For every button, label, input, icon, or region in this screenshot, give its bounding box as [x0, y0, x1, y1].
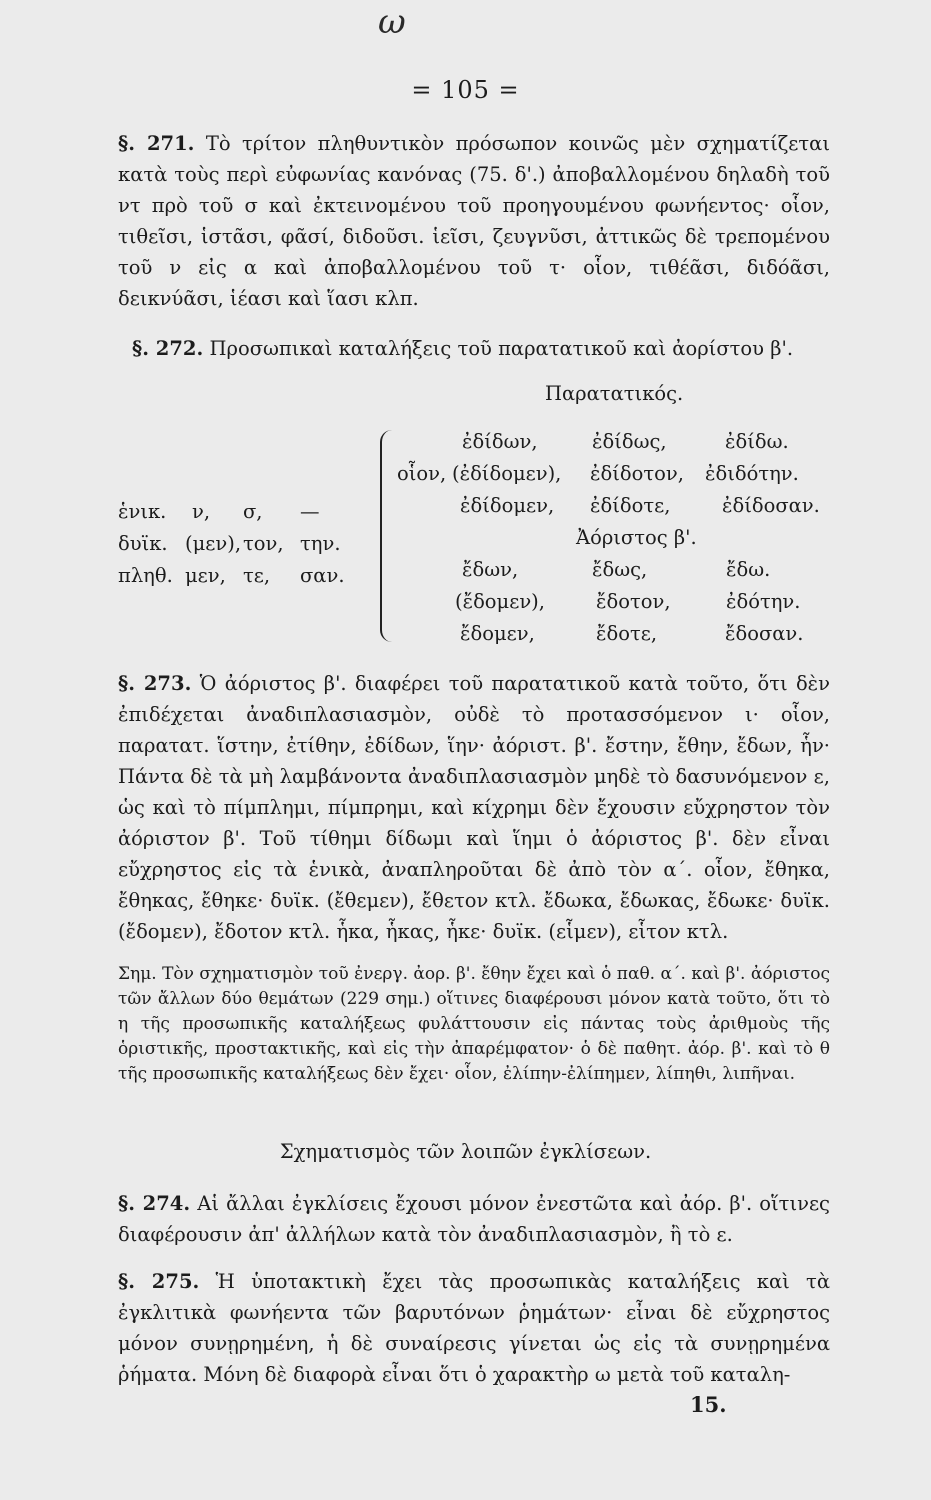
section-number: §. 273. [118, 672, 192, 695]
section-number: §. 272. [132, 337, 204, 360]
oion-label: οἷον, [397, 462, 447, 485]
section-274 [118, 1188, 830, 1250]
paradigm-cell: ἔδοτε, [596, 622, 658, 645]
imperfect-label: Παρατατικός. [545, 382, 684, 405]
endings-num: ἑνικ. [118, 500, 167, 523]
paradigm-cell: ἐδίδων, [462, 430, 538, 453]
section-271 [118, 128, 830, 314]
paradigm-cell: ἔδομεν, [460, 622, 535, 645]
paradigm-cell: ἔδοσαν. [725, 622, 804, 645]
endings-cell: — [300, 500, 320, 523]
paradigm-cell: ἔδων, [462, 558, 519, 581]
page-number: = 105 = [411, 76, 520, 104]
section-273 [118, 668, 830, 947]
paradigm-cell: (ἐδίδομεν), [452, 462, 562, 485]
paradigm-cell: ἐδίδοτε, [590, 494, 671, 517]
endings-cell: τε, [243, 564, 271, 587]
paradigm-cell: ἐδίδοτον, [590, 462, 684, 485]
endings-num: πληθ. [118, 564, 173, 587]
endings-cell: τον, [243, 532, 284, 555]
endings-cell: σ, [243, 500, 263, 523]
section-number: §. 275. [118, 1270, 200, 1293]
paradigm-cell: ἐδίδω. [725, 430, 789, 453]
section-title: Προσωπικαὶ καταλήξεις τοῦ παρατατικοῦ καὶ ἀορίστου β'. [209, 337, 794, 360]
section-heading: Σχηματισμὸς τῶν λοιπῶν ἐγκλίσεων. [279, 1140, 652, 1163]
section-text: Ἡ ὑποτακτικὴ ἔχει τὰς προσωπικὰς καταλήξεις καὶ τὰ ἐγκλιτικὰ φωνήεντα τῶν βαρυτόνων ῥημάτων· εἶναι δὲ εὔχρηστος μόνον συνῃρημένη, ἡ δὲ συναίρεσις γίνεται ὡς εἰς τὰ συνῃρημένα ῥήματα. Μόνη δὲ διαφορὰ εἶναι ὅτι ὁ χαρακτὴρ ω μετὰ τοῦ καταλη- [118, 1270, 830, 1386]
endings-cell: μεν, [185, 564, 226, 587]
handwritten-mark: ω [378, 2, 406, 42]
section-275 [118, 1266, 830, 1390]
paradigm-cell: (ἔδομεν), [455, 590, 545, 613]
signature-mark: 15. [690, 1392, 727, 1417]
section-text: Τὸ τρίτον πληθυντικὸν πρόσωπον κοινῶς μὲν σχηματίζεται κατὰ τοὺς περὶ εὐφωνίας κανόνας (75. δ'.) ἀποβαλλομένου δηλαδὴ τοῦ ντ πρὸ τοῦ σ καὶ ἐκτεινομένου τοῦ προηγουμένου φωνήεντος· οἷον, τιθεῖσι, ἱστᾶσι, φᾶσί, διδοῦσι. ἱεῖσι, ζευγνῦσι, ἀττικῶς δὲ τρεπομένου τοῦ ν εἰς α καὶ ἀποβαλλομένου τοῦ τ· οἷον, τιθέᾶσι, διδόᾶσι, δεικνύᾶσι, ἱέασι καὶ ἵασι κλπ. [118, 132, 830, 310]
endings-cell: την. [300, 532, 341, 555]
brace-divider [380, 430, 394, 642]
endings-cell: ν, [192, 500, 211, 523]
endings-num: δυϊκ. [118, 532, 168, 555]
paradigm-cell: ἐδιδότην. [705, 462, 799, 485]
section-text: Ὁ ἀόριστος β'. διαφέρει τοῦ παρατατικοῦ κατὰ τοῦτο, ὅτι δὲν ἐπιδέχεται ἀναδιπλασιασμὸν, οὐδὲ τὸ προτασσόμενον ι· οἷον, παρατατ. ἵστην, ἐτίθην, ἐδίδων, ἵην· ἀόριστ. β'. ἔστην, ἔθην, ἔδων, ἧν· Πάντα δὲ τὰ μὴ λαμβάνοντα ἀναδιπλασιασμὸν μηδὲ τὸ δασυνόμενον ε, ὡς καὶ τὸ πίμπλημι, πίμπρημι, καὶ κίχρημι δὲν ἔχουσιν εὔχρηστον τὸν ἀόριστον β'. Τοῦ τίθημι δίδωμι καὶ ἵημι ὁ ἀόριστος β'. δὲν εἶναι εὔχρηστος εἰς τὰ ἑνικὰ, ἀναπληροῦται δὲ ἀπὸ τὸν α΄. οἷον, ἔθηκα, ἔθηκας, ἔθηκε· δυϊκ. (ἔθεμεν), ἔθετον κτλ. ἔδωκα, ἔδωκας, ἔδωκε· δυϊκ. (ἔδομεν), ἔδοτον κτλ. ἧκα, ἧκας, ἧκε· δυϊκ. (εἷμεν), εἷτον κτλ. [118, 672, 831, 943]
section-number: §. 271. [118, 132, 195, 155]
section-number: §. 274. [118, 1192, 191, 1215]
endings-cell: (μεν), [185, 532, 242, 555]
aorist-label: Ἀόριστος β'. [576, 526, 697, 549]
paradigm-cell: ἐδότην. [726, 590, 801, 613]
paradigm-cell: ἐδίδομεν, [460, 494, 555, 517]
paradigm-cell: ἔδω. [726, 558, 771, 581]
paradigm-cell: ἐδίδοσαν. [722, 494, 820, 517]
paradigm-cell: ἐδίδως, [592, 430, 667, 453]
endings-cell: σαν. [300, 564, 345, 587]
paradigm-cell: ἔδως, [592, 558, 648, 581]
paradigm-cell: ἔδοτον, [596, 590, 671, 613]
note: Σημ. Τὸν σχηματισμὸν τοῦ ἐνεργ. ἀορ. β'. ἔθην ἔχει καὶ ὁ παθ. α΄. καὶ β'. ἀόριστος τῶν ἄλλων δύο θεμάτων (229 σημ.) οἵτινες διαφέρουσι μόνον κατὰ τοῦτο, ὅτι τὸ η τῆς προσωπικῆς καταλήξεως φυλάττουσιν εἰς πάντας τοὺς ἀριθμοὺς τῆς ὁριστικῆς, προστακτικῆς, καὶ εἰς τὴν ἀπαρέμφατον· ὁ δὲ παθητ. ἀόρ. β'. καὶ τὸ θ τῆς προσωπικῆς καταλήξεως δὲν ἔχει· οἷον, ἐλίπην-ἐλίπημεν, λίπηθι, λιπῆναι. [118, 964, 830, 1084]
section-272-heading [132, 337, 793, 360]
section-text: Αἱ ἄλλαι ἐγκλίσεις ἔχουσι μόνον ἐνεστῶτα καὶ ἀόρ. β'. οἵτινες διαφέρουσιν ἀπ' ἀλλήλων κατὰ τὸν ἀναδιπλασιασμὸν, ἢ τὸ ε. [118, 1192, 830, 1246]
